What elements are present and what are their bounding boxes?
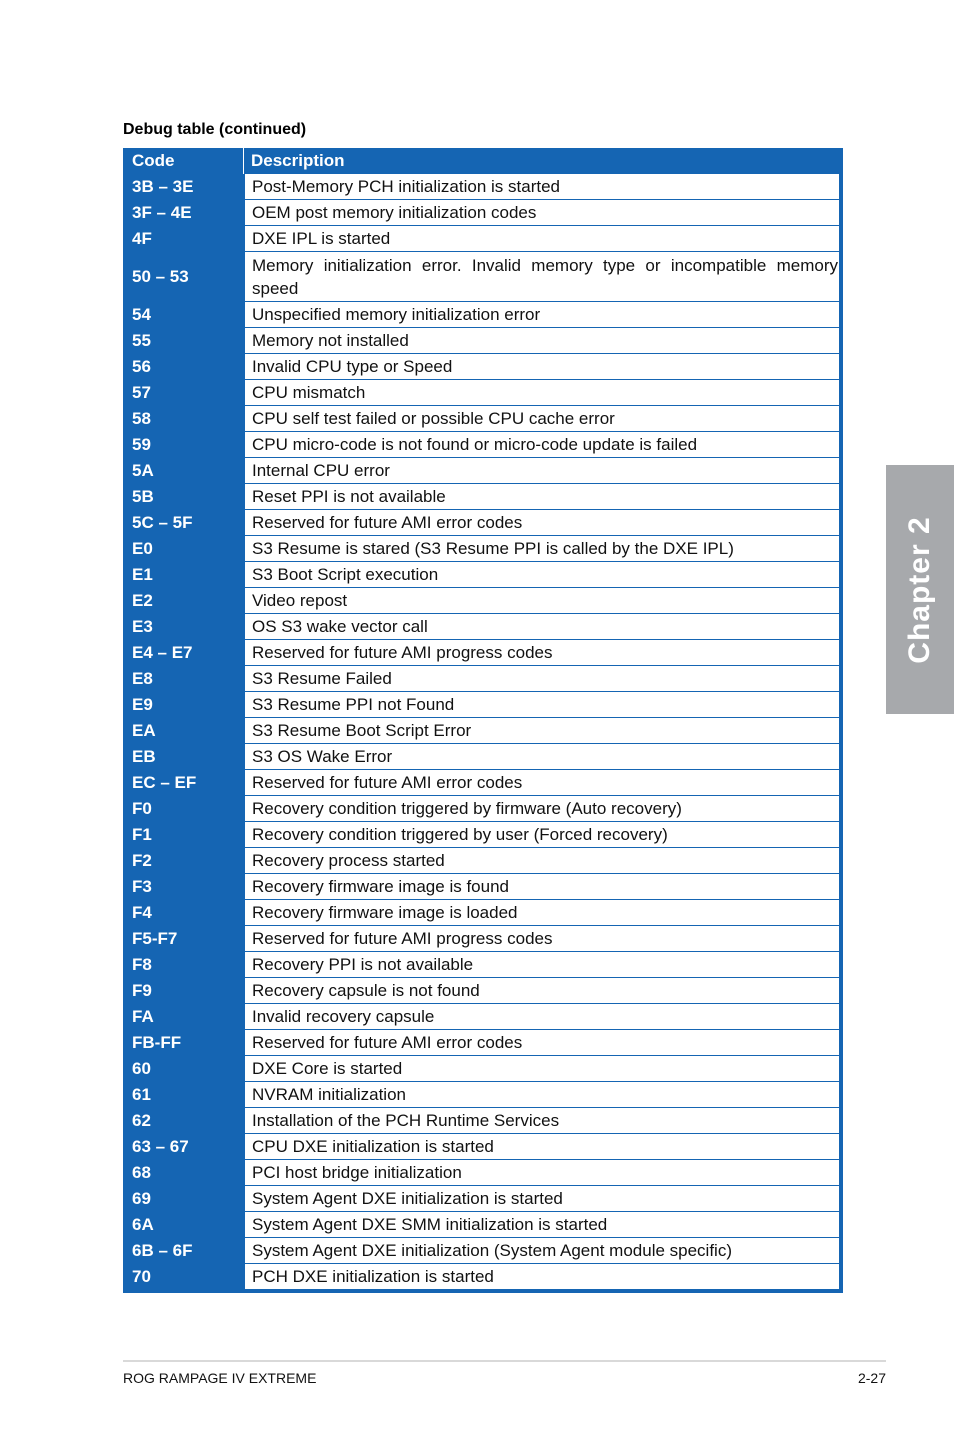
- table-row: [123, 926, 839, 952]
- row-code: F4: [132, 903, 152, 922]
- row-code: 70: [132, 1267, 151, 1286]
- table-row: [123, 796, 839, 822]
- row-code: F3: [132, 877, 152, 896]
- row-code: F5-F7: [132, 929, 178, 948]
- row-description: DXE IPL is started: [245, 226, 839, 252]
- row-code: E0: [132, 539, 153, 558]
- table-row: [123, 822, 839, 848]
- row-description: Reserved for future AMI progress codes: [245, 640, 839, 666]
- row-description: Invalid CPU type or Speed: [245, 354, 839, 380]
- table-row: [123, 744, 839, 770]
- row-description: Memory not installed: [245, 328, 839, 354]
- row-code: 62: [132, 1111, 151, 1130]
- row-description: System Agent DXE initialization is started: [245, 1186, 839, 1212]
- table-row: [123, 848, 839, 874]
- row-code: 4F: [132, 229, 152, 248]
- footer-product: ROG RAMPAGE IV EXTREME: [123, 1370, 317, 1386]
- row-code: 56: [132, 357, 151, 376]
- row-code: 6A: [132, 1215, 154, 1234]
- row-description: Recovery capsule is not found: [245, 978, 839, 1004]
- table-row: [123, 458, 839, 484]
- row-description: CPU mismatch: [245, 380, 839, 406]
- table-row: [123, 302, 839, 328]
- row-code: 55: [132, 331, 151, 350]
- row-description: Reserved for future AMI error codes: [245, 770, 839, 796]
- table-row: [123, 406, 839, 432]
- row-description: PCH DXE initialization is started: [245, 1264, 839, 1290]
- row-description: Recovery condition triggered by user (Forced recovery): [245, 822, 839, 848]
- table-row: [123, 1238, 839, 1264]
- table-row: [123, 1082, 839, 1108]
- row-description: Reset PPI is not available: [245, 484, 839, 510]
- row-code: 3B – 3E: [132, 177, 194, 196]
- row-description: Internal CPU error: [245, 458, 839, 484]
- row-description: Recovery process started: [245, 848, 839, 874]
- row-description: CPU self test failed or possible CPU cache error: [245, 406, 839, 432]
- chapter-label: Chapter 2: [903, 515, 936, 664]
- row-description: S3 Resume PPI not Found: [245, 692, 839, 718]
- row-code: 60: [132, 1059, 151, 1078]
- row-description: Invalid recovery capsule: [245, 1004, 839, 1030]
- header-code: Code: [123, 148, 244, 174]
- row-code: 54: [132, 305, 151, 324]
- table-row: [123, 174, 839, 200]
- row-code: F2: [132, 851, 152, 870]
- section-title: Debug table (continued): [123, 121, 307, 138]
- row-code: F0: [132, 799, 152, 818]
- row-description: PCI host bridge initialization: [245, 1160, 839, 1186]
- table-row: [123, 380, 839, 406]
- table-row: [123, 588, 839, 614]
- table-row: [123, 1108, 839, 1134]
- row-code: 3F – 4E: [132, 203, 192, 222]
- row-code: 5A: [132, 461, 154, 480]
- table-row: [123, 510, 839, 536]
- row-description: Recovery condition triggered by firmware (Auto recovery): [245, 796, 839, 822]
- table-row: [123, 1134, 839, 1160]
- row-description: DXE Core is started: [245, 1056, 839, 1082]
- table-row: [123, 1160, 839, 1186]
- row-description: S3 Boot Script execution: [245, 562, 839, 588]
- row-description: Reserved for future AMI progress codes: [245, 926, 839, 952]
- row-description: Post-Memory PCH initialization is started: [245, 174, 839, 200]
- table-row: [123, 200, 839, 226]
- row-code: EA: [132, 721, 156, 740]
- table-row: [123, 536, 839, 562]
- table-row: [123, 1212, 839, 1238]
- table-row: [123, 1056, 839, 1082]
- table-row: [123, 1264, 839, 1290]
- table-header: [123, 148, 839, 174]
- row-description: S3 OS Wake Error: [245, 744, 839, 770]
- row-code: F1: [132, 825, 152, 844]
- row-code: FB-FF: [132, 1033, 182, 1052]
- chapter-tab: [886, 465, 954, 714]
- table-row: [123, 900, 839, 926]
- table-row: [123, 614, 839, 640]
- row-code: 69: [132, 1189, 151, 1208]
- row-description: Reserved for future AMI error codes: [245, 510, 839, 536]
- row-description: Recovery firmware image is found: [245, 874, 839, 900]
- debug-table: [123, 148, 843, 1293]
- table-row: [123, 640, 839, 666]
- row-code: E4 – E7: [132, 643, 193, 662]
- row-code: FA: [132, 1007, 154, 1026]
- row-code: E3: [132, 617, 153, 636]
- row-description: System Agent DXE initialization (System Agent module specific): [245, 1238, 839, 1264]
- table-row: [123, 952, 839, 978]
- table-row: [123, 666, 839, 692]
- row-code: E1: [132, 565, 153, 584]
- row-code: 5B: [132, 487, 154, 506]
- row-code: E9: [132, 695, 153, 714]
- row-description: Video repost: [245, 588, 839, 614]
- table-row: [123, 328, 839, 354]
- row-code: EB: [132, 747, 156, 766]
- row-description: S3 Resume Failed: [245, 666, 839, 692]
- table-row: [123, 226, 839, 252]
- row-description: CPU micro-code is not found or micro-code update is failed: [245, 432, 839, 458]
- table-row: [123, 562, 839, 588]
- table-row: [123, 432, 839, 458]
- footer-page-number: 2-27: [857, 1370, 886, 1386]
- table-row: [123, 1186, 839, 1212]
- row-description: Installation of the PCH Runtime Services: [245, 1108, 839, 1134]
- row-description: OS S3 wake vector call: [245, 614, 839, 640]
- row-description: S3 Resume is stared (S3 Resume PPI is called by the DXE IPL): [245, 536, 839, 562]
- row-code: 58: [132, 409, 151, 428]
- table-body: [123, 174, 839, 1290]
- row-description: System Agent DXE SMM initialization is started: [245, 1212, 839, 1238]
- row-code: 50 – 53: [132, 267, 189, 286]
- row-code: 57: [132, 383, 151, 402]
- table-row: [123, 484, 839, 510]
- row-code: E8: [132, 669, 153, 688]
- table-row: [123, 718, 839, 744]
- row-description: OEM post memory initialization codes: [245, 200, 839, 226]
- row-code: F9: [132, 981, 152, 1000]
- row-description: Recovery firmware image is loaded: [245, 900, 839, 926]
- row-code: 6B – 6F: [132, 1241, 193, 1260]
- table-row: [123, 1030, 839, 1056]
- row-description: S3 Resume Boot Script Error: [245, 718, 839, 744]
- table-row: [123, 252, 839, 302]
- table-row: [123, 874, 839, 900]
- row-description: Unspecified memory initialization error: [245, 302, 839, 328]
- table-row: [123, 770, 839, 796]
- table-row: [123, 354, 839, 380]
- row-description: Recovery PPI is not available: [245, 952, 839, 978]
- row-code: 68: [132, 1163, 151, 1182]
- row-code: 59: [132, 435, 151, 454]
- row-code: E2: [132, 591, 153, 610]
- row-code: 61: [132, 1085, 151, 1104]
- header-description: Description: [251, 151, 345, 170]
- row-description: Memory initialization error. Invalid memory type or incompatible memory speed: [245, 252, 839, 302]
- row-description: NVRAM initialization: [245, 1082, 839, 1108]
- table-row: [123, 978, 839, 1004]
- row-code: EC – EF: [132, 773, 197, 792]
- table-row: [123, 692, 839, 718]
- row-code: 63 – 67: [132, 1137, 189, 1156]
- footer-divider: [123, 1360, 886, 1362]
- table-row: [123, 1004, 839, 1030]
- row-description: CPU DXE initialization is started: [245, 1134, 839, 1160]
- row-code: F8: [132, 955, 152, 974]
- row-code: 5C – 5F: [132, 513, 193, 532]
- row-description: Reserved for future AMI error codes: [245, 1030, 839, 1056]
